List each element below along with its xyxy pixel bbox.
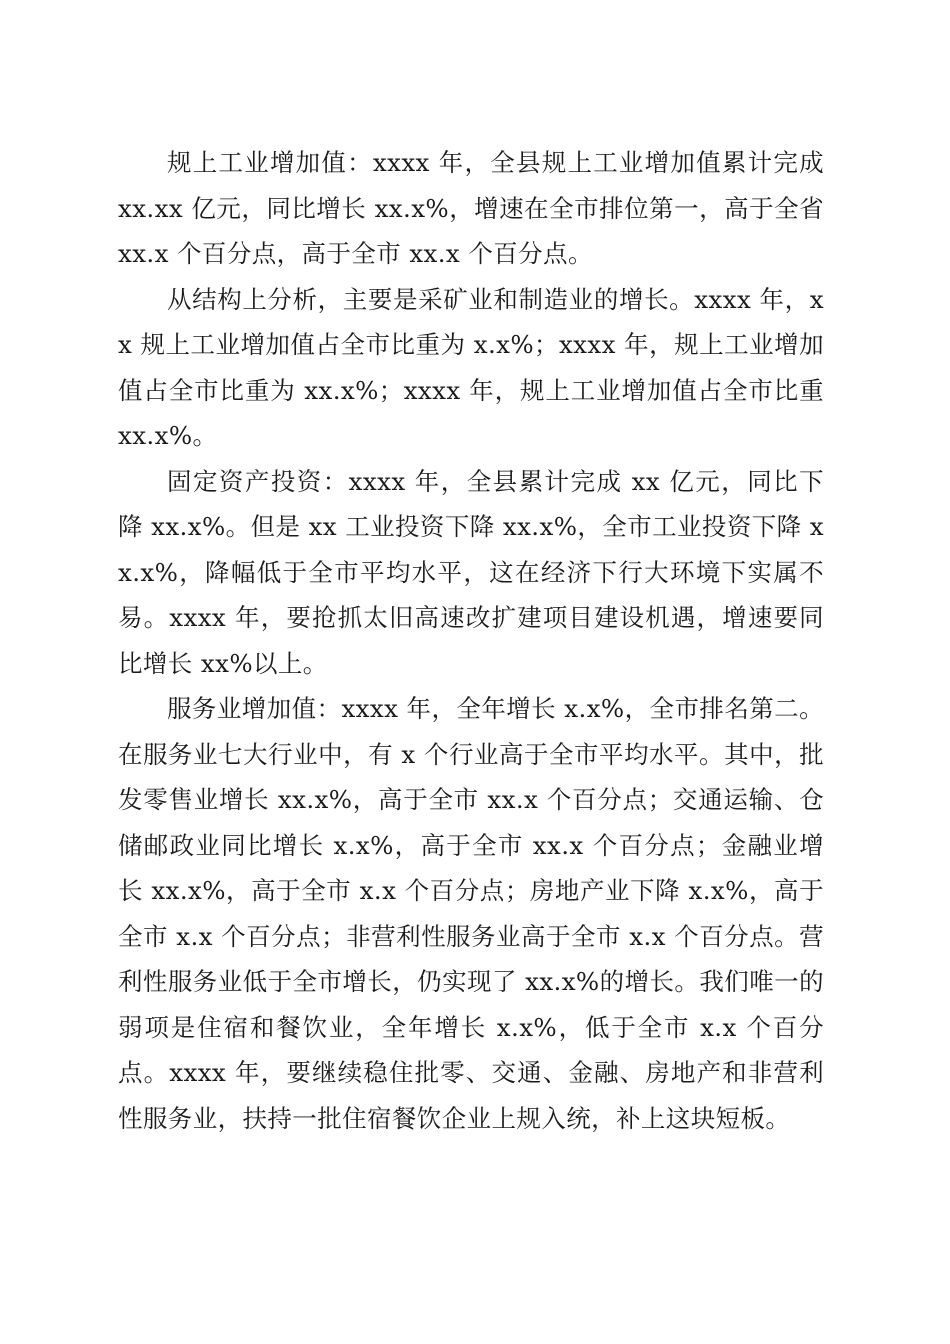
paragraph-fixed-asset-investment: 固定资产投资：xxxx 年，全县累计完成 xx 亿元，同比下降 xx.x%。但是 xx 工业投资下降 xx.x%，全市工业投资下降 xx.x%，降幅低于全市平均水平，这在经济下行大环境下实属不易。xxxx 年，要抢抓太旧高速改扩建项目建设机遇，增速要同比增长 xx%以上。 (118, 466, 824, 678)
paragraph-industrial-value: 规上工业增加值：xxxx 年，全县规上工业增加值累计完成 xx.xx 亿元，同比增长 xx.x%，增速在全市排位第一，高于全省 xx.x 个百分点，高于全市 xx.x 个百分点。 (118, 148, 824, 268)
paragraph-structure-analysis: 从结构上分析，主要是采矿业和制造业的增长。xxxx 年，xx 规上工业增加值占全市比重为 x.x%；xxxx 年，规上工业增加值占全市比重为 xx.x%；xxxx 年，规上工业增加值占全市比重 xx.x%。 (118, 284, 824, 450)
paragraph-service-industry: 服务业增加值：xxxx 年，全年增长 x.x%，全市排名第二。在服务业七大行业中，有 x 个行业高于全市平均水平。其中，批发零售业增长 xx.x%，高于全市 xx.x 个百分点；交通运输、仓储邮政业同比增长 x.x%，高于全市 xx.x 个百分点；金融业增长 xx.x%，高于全市 x.x 个百分点；房地产业下降 x.x%，高于全市 x.x 个百分点；非营利性服务业高于全市 x.x 个百分点。营利性服务业低于全市增长，仍实现了 xx.x%的增长。我们唯一的弱项是住宿和餐饮业，全年增长 x.x%，低于全市 x.x 个百分点。xxxx 年，要继续稳住批零、交通、金融、房地产和非营利性服务业，扶持一批住宿餐饮企业上规入统，补上这块短板。 (118, 694, 824, 1133)
document-body (118, 140, 824, 1141)
